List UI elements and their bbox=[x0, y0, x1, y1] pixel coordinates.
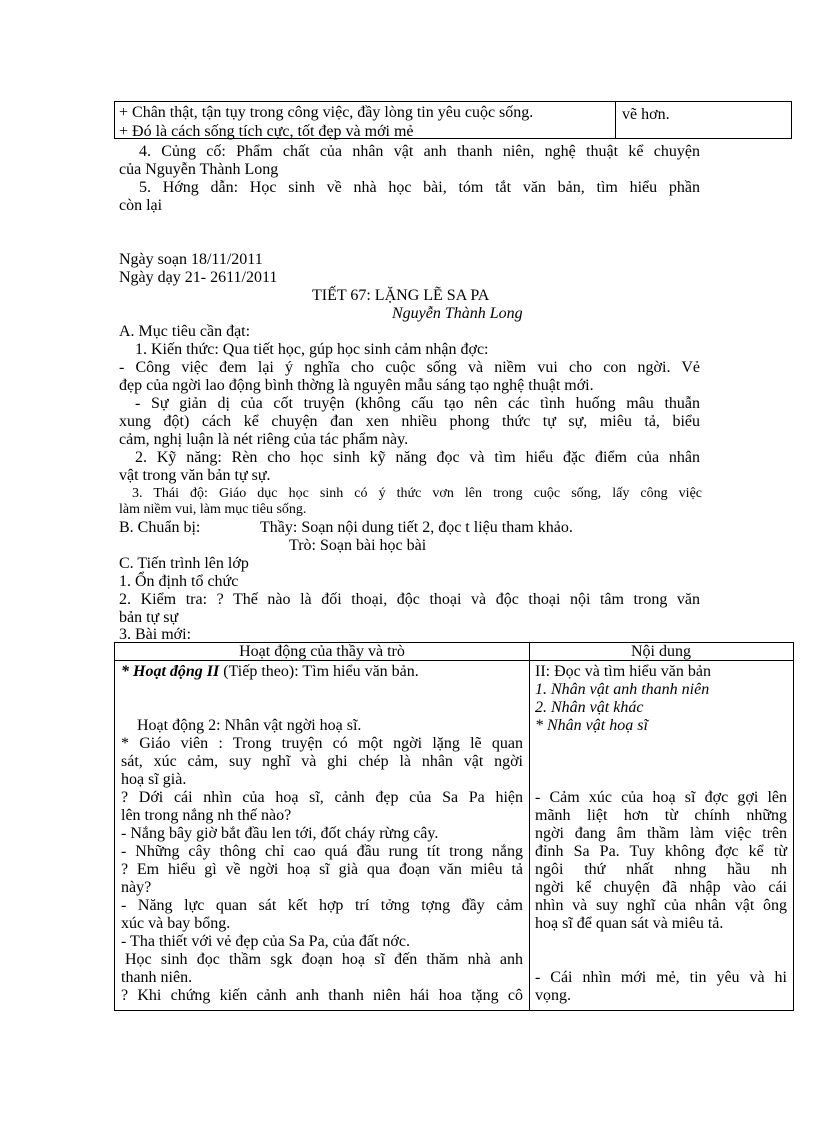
lesson-title: TIẾT 67: LẶNG LẼ SA PA bbox=[312, 287, 490, 304]
table-left-line: - Nắng bây giờ bắt đầu len tới, đốt cháy rừng cây. bbox=[121, 825, 439, 842]
table-left-line: * Giáo viên : Trong truyện có một ngời lặng lẽ quan bbox=[121, 735, 523, 752]
table-left-line: này? bbox=[121, 879, 152, 896]
table-header-divider bbox=[115, 660, 793, 661]
table-left-line: - Tha thiết với vẻ đẹp của Sa Pa, của đất nớc. bbox=[121, 933, 410, 950]
section-c-line: 3. Bài mới: bbox=[119, 626, 192, 643]
table-divider bbox=[615, 102, 616, 138]
section-c-line: bản tự sự bbox=[119, 609, 179, 626]
table-cell-text: + Chân thật, tận tụy trong công việc, đầy lòng tin yêu cuộc sống. bbox=[119, 104, 534, 121]
content-heading: II: Đọc và tìm hiểu văn bản bbox=[535, 663, 711, 680]
table-header-left: Hoạt động của thầy và trò bbox=[239, 643, 405, 660]
lesson-table bbox=[114, 642, 794, 1011]
content-line: hoạ sĩ để quan sát và miêu tả. bbox=[535, 915, 724, 932]
table-left-line: hoạ sĩ già. bbox=[121, 771, 187, 788]
content-italic-line: 2. Nhân vật khác bbox=[535, 699, 644, 716]
ngay-day: Ngày dạy 21- 2611/2011 bbox=[119, 269, 278, 286]
table-cell-text: + Đó là cách sống tích cực, tốt đẹp và mới mẻ bbox=[119, 123, 414, 140]
table-left-line: - Những cây thông chỉ cao quá đầu rung tít trong nắng bbox=[121, 843, 523, 860]
table-header-right: Nội dung bbox=[631, 643, 691, 660]
section-c-line: 2. Kiểm tra: ? Thế nào là đối thoại, độc thoại và độc thoại nội tâm trong văn bbox=[119, 591, 700, 608]
section-5-line: còn lại bbox=[119, 197, 163, 214]
section-a-line: đẹp của ngời lao động bình thờng là nguyên mẫu sáng tạo nghệ thuật mới. bbox=[119, 377, 594, 394]
table-left-line: lên trong nắng nh thế nào? bbox=[121, 807, 292, 824]
content-line: ngời đang âm thầm làm việc trên bbox=[535, 825, 787, 842]
section-a-line: xung đột) cách kể chuyện đan xen nhiều phong thức tự sự, miêu tả, biểu bbox=[119, 413, 700, 430]
content-line: ngôi thứ nhất nhng hầu nh bbox=[535, 861, 787, 878]
section-a-line: - Sự giản dị của cốt truyện (không cấu tạo nên các tình huống mâu thuẫn bbox=[135, 395, 700, 412]
section-a-line: làm niềm vui, làm mục tiêu sống. bbox=[119, 502, 307, 517]
section-4-line: của Nguyễn Thành Long bbox=[119, 161, 279, 178]
table-left-line: - Năng lực quan sát kết hợp trí tởng tợng đầy cảm bbox=[121, 897, 523, 914]
activity-rest: (Tiếp theo): Tìm hiểu văn bản. bbox=[219, 663, 419, 680]
table-left-line: ? Em hiểu gì về ngời hoạ sĩ già qua đoạn văn miêu tả bbox=[121, 861, 523, 878]
content-line: vọng. bbox=[535, 987, 571, 1004]
section-c-heading: C. Tiến trình lên lớp bbox=[119, 555, 249, 572]
section-a-line: vật trong văn bản tự sự. bbox=[119, 467, 271, 484]
content-italic-line: 1. Nhân vật anh thanh niên bbox=[535, 681, 710, 698]
content-line: - Cảm xúc của hoạ sĩ đợc gợi lên bbox=[535, 789, 787, 806]
table-left-line: Hoạt động 2: Nhân vật ngời hoạ sĩ. bbox=[137, 717, 362, 734]
content-line: mãnh liệt hơn từ chính những bbox=[535, 807, 787, 824]
table-column-divider bbox=[529, 643, 530, 1010]
content-italic-line: * Nhân vật hoạ sĩ bbox=[535, 717, 648, 734]
activity-heading bbox=[121, 663, 523, 681]
table-left-cell bbox=[121, 663, 523, 1005]
table-right-cell bbox=[535, 663, 787, 1005]
section-b-label: B. Chuẩn bị: bbox=[119, 519, 201, 536]
table-left-line: thanh niên. bbox=[121, 969, 193, 986]
section-a-line: cảm, nghị luận là nét riêng của tác phẩm này. bbox=[119, 431, 409, 448]
content-line: nhìn và suy nghĩ của nhân vật ông bbox=[535, 897, 787, 914]
section-b-tro: Trò: Soạn bài học bài bbox=[289, 537, 427, 554]
section-a-line: 1. Kiến thức: Qua tiết học, gúp học sinh cảm nhận đợc: bbox=[135, 341, 489, 358]
table-left-line: Học sinh đọc thầm sgk đoạn hoạ sĩ đến thăm nhà anh bbox=[125, 951, 523, 968]
table-left-line: ? Dới cái nhìn của hoạ sĩ, cảnh đẹp của Sa Pa hiện bbox=[121, 789, 523, 806]
section-4-line: 4. Củng cố: Phẩm chất của nhân vật anh thanh niên, nghệ thuật kể chuyện bbox=[139, 143, 700, 160]
section-a-line: - Công việc đem lại ý nghĩa cho cuộc sống và niềm vui cho con ngời. Vẻ bbox=[119, 359, 700, 376]
content-line: ngời kể chuyện đã nhập vào cái bbox=[535, 879, 787, 896]
top-table bbox=[114, 101, 792, 139]
content-line: đỉnh Sa Pa. Tuy không đợc kể từ bbox=[535, 843, 787, 860]
section-a-line: 2. Kỹ năng: Rèn cho học sinh kỹ năng đọc và tìm hiểu đặc điểm của nhân bbox=[135, 449, 700, 466]
activity-bold: * Hoạt động II bbox=[121, 663, 220, 680]
table-left-line: xúc và bay bổng. bbox=[121, 915, 231, 932]
section-a-heading: A. Mục tiêu cần đạt: bbox=[119, 323, 251, 340]
ngay-soan: Ngày soạn 18/11/2011 bbox=[119, 251, 263, 268]
section-b-thay: Thầy: Soạn nội dung tiết 2, đọc t liệu tham khảo. bbox=[260, 519, 573, 536]
section-c-line: 1. Ổn định tổ chức bbox=[119, 573, 239, 590]
section-5-line: 5. Hớng dẫn: Học sinh về nhà học bài, tóm tắt văn bản, tìm hiểu phần bbox=[139, 179, 700, 196]
author-name: Nguyễn Thành Long bbox=[392, 305, 523, 322]
content-line: - Cái nhìn mới mẻ, tin yêu và hi bbox=[535, 969, 787, 986]
table-left-line: sát, xúc cảm, suy nghĩ và ghi chép là nhân vật ngời bbox=[121, 753, 523, 770]
table-cell-text: vẽ hơn. bbox=[622, 106, 670, 123]
section-a-line: 3. Thái độ: Giáo dục học sinh có ý thức vơn lên trong cuộc sống, lấy công việc bbox=[132, 486, 702, 501]
table-left-line: ? Khi chứng kiến cảnh anh thanh niên hái hoa tặng cô bbox=[121, 987, 523, 1004]
